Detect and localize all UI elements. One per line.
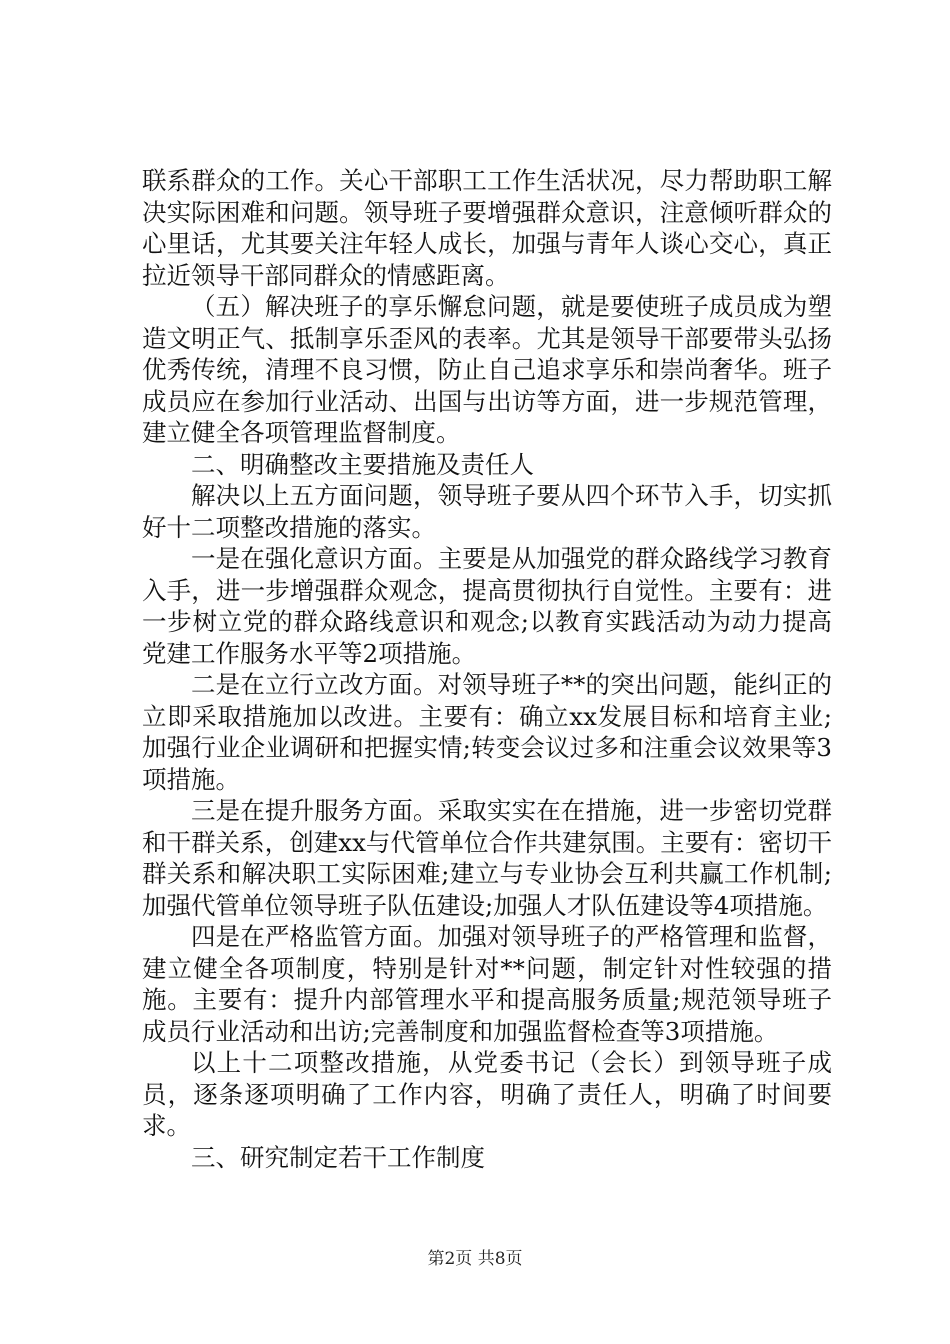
- paragraph-measure-three: 三是在提升服务方面。采取实实在在措施，进一步密切党群和干群关系，创建xx与代管单位合作共建氛围。主要有：密切干群关系和解决职工实际困难;建立与专业协会互利共赢工作机制;加强代管单位领导班子队伍建设;加强人才队伍建设等4项措施。: [142, 796, 832, 920]
- paragraph-intro: 解决以上五方面问题，领导班子要从四个环节入手，切实抓好十二项整改措施的落实。: [142, 481, 832, 542]
- document-body: [142, 165, 832, 1173]
- paragraph-item-five: （五）解决班子的享乐懈怠问题，就是要使班子成员成为塑造文明正气、抵制享乐歪风的表率。尤其是领导干部要带头弘扬优秀传统，清理不良习惯，防止自己追求享乐和崇尚奢华。班子成员应在参加行业活动、出国与出访等方面，进一步规范管理，建立健全各项管理监督制度。: [142, 292, 832, 447]
- page-number-footer: 第2页 共8页: [427, 1249, 523, 1269]
- section-heading-three: 三、研究制定若干工作制度: [191, 1142, 485, 1172]
- paragraph-measure-one: 一是在强化意识方面。主要是从加强党的群众路线学习教育入手，进一步增强群众观念，提高贯彻执行自觉性。主要有：进一步树立党的群众路线意识和观念;以教育实践活动为动力提高党建工作服务水平等2项措施。: [142, 544, 832, 668]
- paragraph-summary: 以上十二项整改措施，从党委书记（会长）到领导班子成员，逐条逐项明确了工作内容，明确了责任人，明确了时间要求。: [142, 1048, 832, 1140]
- paragraph-measure-four: 四是在严格监管方面。加强对领导班子的严格管理和监督，建立健全各项制度，特别是针对**问题，制定针对性较强的措施。主要有：提升内部管理水平和提高服务质量;规范领导班子成员行业活动和出访;完善制度和加强监督检查等3项措施。: [142, 922, 832, 1046]
- paragraph-continuation: 联系群众的工作。关心干部职工工作生活状况，尽力帮助职工解决实际困难和问题。领导班子要增强群众意识，注意倾听群众的心里话，尤其要关注年轻人成长，加强与青年人谈心交心，真正拉近领导干部同群众的情感距离。: [142, 166, 832, 290]
- section-heading-two: 二、明确整改主要措施及责任人: [191, 449, 534, 479]
- paragraph-measure-two: 二是在立行立改方面。对领导班子**的突出问题，能纠正的立即采取措施加以改进。主要有：确立xx发展目标和培育主业;加强行业企业调研和把握实情;转变会议过多和注重会议效果等3项措施。: [142, 670, 832, 794]
